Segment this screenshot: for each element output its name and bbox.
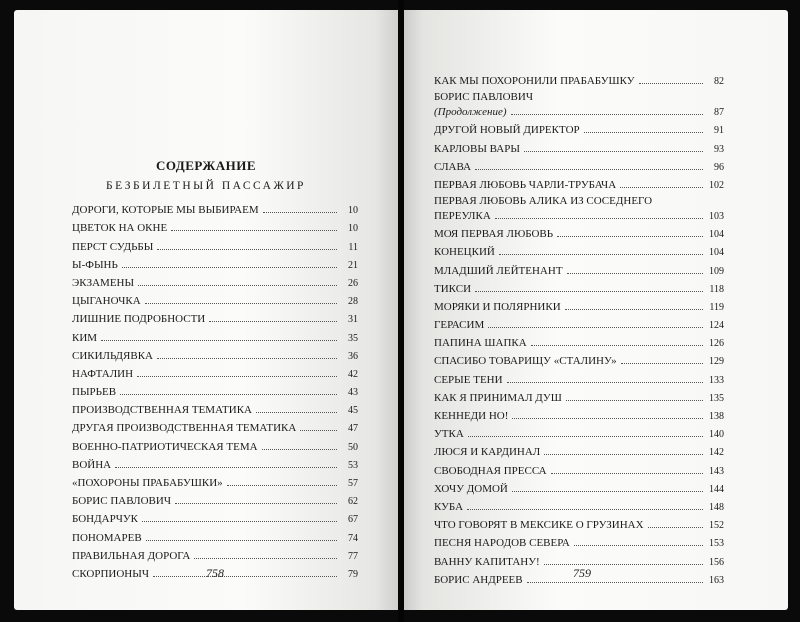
toc-entry-page: 67 [348, 514, 358, 526]
dot-leader [157, 248, 337, 250]
toc-entry [434, 70, 724, 88]
toc-entry [434, 91, 724, 119]
toc-entry [72, 363, 358, 381]
toc-entry-page: 129 [709, 356, 724, 368]
toc-entry [72, 526, 358, 544]
toc-entry [72, 381, 358, 399]
dot-leader [209, 320, 337, 322]
toc-entry-title: КАРЛОВЫ ВАРЫ [434, 142, 520, 155]
toc-entry-page: 47 [348, 423, 358, 435]
toc-entry-subtitle: (Продолжение) [434, 106, 507, 119]
toc-entry-title: КЕННЕДИ НО! [434, 410, 509, 422]
page-number-left: 758 [206, 566, 224, 580]
dot-leader [468, 435, 703, 437]
dot-leader [227, 484, 337, 486]
toc-entry [72, 326, 358, 344]
toc-entry-title: СИКИЛЬДЯВКА [72, 349, 153, 362]
toc-entry-page: 57 [348, 478, 358, 489]
toc-entry-page: 28 [348, 296, 358, 308]
toc-entry [434, 532, 724, 550]
toc-entry [434, 296, 724, 314]
toc-entry-title: МОЯ ПЕРВАЯ ЛЮБОВЬ [434, 228, 554, 241]
toc-entry-title: НАФТАЛИН [72, 367, 134, 380]
toc-entry [72, 545, 358, 563]
toc-entry [72, 290, 358, 308]
toc-entry-title: ВАННУ КАПИТАНУ! [434, 555, 540, 568]
toc-entry [72, 490, 358, 508]
toc-entry-page: 91 [714, 125, 724, 137]
toc-entry-title: КОНЕЦКИЙ [434, 246, 495, 259]
dot-leader [566, 399, 703, 401]
toc-entry-page: 10 [348, 205, 358, 217]
toc-entry-page: 104 [709, 247, 724, 259]
dot-leader [262, 448, 337, 450]
toc-entry-page: 102 [709, 179, 724, 191]
dot-leader [648, 526, 703, 528]
toc-entry [434, 387, 724, 405]
toc-entry-page: 45 [348, 405, 358, 417]
dot-leader [621, 362, 703, 364]
toc-entry [434, 314, 724, 332]
toc-entry [72, 454, 358, 472]
dot-leader [527, 581, 703, 583]
toc-entry-page: 43 [348, 387, 358, 399]
toc-entry-page: 140 [709, 429, 724, 441]
toc-entry-title: БОРИС АНДРЕЕВ [434, 573, 523, 586]
toc-entry [434, 278, 724, 296]
toc-entry [434, 119, 724, 137]
toc-entry-page: 35 [348, 332, 358, 344]
toc-entry-page: 153 [709, 538, 724, 550]
toc-entry-title: ЦВЕТОК НА ОКНЕ [72, 222, 168, 235]
toc-entry [72, 508, 358, 526]
toc-entry-page: 135 [709, 392, 724, 404]
toc-entry-title: ВОЙНА [72, 458, 112, 471]
dot-leader [488, 326, 703, 328]
dot-leader [567, 272, 703, 274]
toc-entry-title: ЦЫГАНОЧКА [72, 295, 141, 308]
toc-section-title: БЕЗБИЛЕТНЫЙ ПАССАЖИР [106, 180, 306, 192]
dot-leader [511, 113, 703, 115]
toc-entry-page: 77 [348, 550, 358, 562]
toc-entry [72, 345, 358, 363]
toc-entry-page: 124 [709, 320, 724, 332]
toc-entry-title: МОРЯКИ И ПОЛЯРНИКИ [434, 300, 561, 313]
dot-leader [194, 557, 337, 559]
toc-entry [434, 441, 724, 459]
toc-entry-title: КАК МЫ ПОХОРОНИЛИ ПРАБАБУШКУ [434, 75, 635, 88]
toc-entry-title: ПЕРВАЯ ЛЮБОВЬ АЛИКА ИЗ СОСЕДНЕГО [434, 194, 653, 207]
toc-entry-title: СЕРЫЕ ТЕНИ [434, 373, 503, 386]
toc-entry [434, 368, 724, 386]
toc-entry-title: ПЕСНЯ НАРОДОВ СЕВЕРА [434, 537, 570, 550]
dot-leader [120, 393, 337, 395]
toc-entry-title: КАК Я ПРИНИМАЛ ДУШ [434, 391, 562, 404]
toc-entry [434, 137, 724, 155]
toc-entry-page: 31 [348, 314, 358, 326]
toc-entry-title: ВОЕННО-ПАТРИОТИЧЕСКАЯ ТЕМА [72, 440, 258, 453]
toc-entry-title: ПЫРЬЕВ [72, 386, 117, 399]
toc-entry-page: 79 [348, 568, 358, 580]
toc-entry [434, 241, 724, 259]
toc-entry-page: 142 [709, 447, 724, 459]
dot-leader [544, 453, 703, 455]
dot-leader [146, 539, 337, 541]
toc-entry-page: 74 [348, 532, 358, 544]
toc-entry-page: 21 [348, 259, 358, 271]
toc-entry [72, 217, 358, 235]
toc-entry-title: ЛЮСЯ И КАРДИНАЛ [434, 446, 541, 459]
toc-entry-page: 53 [348, 459, 358, 471]
toc-entry-page: 96 [714, 161, 724, 173]
toc-entry [434, 423, 724, 441]
toc-entry-title: ПЕРСТ СУДЬБЫ [72, 240, 154, 253]
toc-entry-page: 42 [348, 368, 358, 380]
toc-entry-page: 143 [709, 465, 724, 477]
toc-entry [434, 332, 724, 350]
toc-entry-title: ДРУГАЯ ПРОИЗВОДСТВЕННАЯ ТЕМАТИКА [72, 422, 297, 435]
toc-entry [72, 435, 358, 453]
toc-entry-title: Ы-ФЫНЬ [72, 258, 118, 271]
toc-entry [434, 459, 724, 477]
toc-entry-page: 10 [348, 223, 358, 235]
toc-entry-page: 133 [709, 374, 724, 386]
toc-entry-page: 50 [348, 441, 358, 453]
dot-leader [137, 375, 337, 377]
toc-entry-page: 118 [709, 283, 724, 295]
toc-entry-page: 11 [348, 241, 358, 253]
toc-entry-title: БОНДАРЧУК [72, 513, 138, 526]
dot-leader [101, 339, 337, 341]
toc-heading: СОДЕРЖАНИЕ [155, 158, 257, 173]
dot-leader [499, 253, 703, 255]
toc-entry-title: ПРОИЗВОДСТВЕННАЯ ТЕМАТИКА [72, 404, 253, 417]
toc-entry [434, 496, 724, 514]
dot-leader [171, 229, 337, 231]
toc-entry [434, 156, 724, 174]
toc-entry-title: ЛИШНИЕ ПОДРОБНОСТИ [72, 313, 206, 326]
dot-leader [153, 575, 337, 577]
dot-leader [565, 308, 703, 310]
toc-entry-title: СПАСИБО ТОВАРИЩУ «СТАЛИНУ» [434, 355, 617, 368]
dot-leader [175, 502, 337, 504]
dot-leader [620, 186, 703, 188]
toc-entry-title: ХОЧУ ДОМОЙ [434, 482, 508, 495]
dot-leader [122, 266, 337, 268]
toc-entry-title: ПЕРВАЯ ЛЮБОВЬ ЧАРЛИ-ТРУБАЧА [434, 178, 617, 191]
dot-leader [300, 429, 337, 431]
toc-list-left [72, 199, 358, 581]
dot-leader [524, 150, 703, 152]
dot-leader [142, 520, 337, 522]
dot-leader [584, 131, 703, 133]
dot-leader [512, 417, 703, 419]
toc-entry-title: «ПОХОРОНЫ ПРАБАБУШКИ» [72, 477, 223, 489]
toc-entry-page: 103 [709, 210, 724, 222]
toc-entry-page: 144 [709, 483, 724, 495]
dot-leader [557, 235, 703, 237]
dot-leader [475, 290, 703, 292]
toc-entry [434, 478, 724, 496]
toc-entry-page: 104 [709, 229, 724, 241]
toc-entry [72, 472, 358, 490]
dot-leader [551, 472, 703, 474]
dot-leader [475, 168, 703, 170]
toc-entry-page: 148 [709, 501, 724, 513]
toc-entry-page: 163 [709, 574, 724, 586]
toc-entry-title: БОРИС ПАВЛОВИЧ [434, 91, 533, 104]
toc-entry [434, 195, 724, 223]
toc-entry [72, 254, 358, 272]
toc-entry-page: 26 [348, 277, 358, 289]
toc-entry [434, 174, 724, 192]
toc-entry-title: ЭКЗАМЕНЫ [72, 276, 135, 289]
toc-entry [72, 308, 358, 326]
toc-entry-page: 156 [709, 556, 724, 568]
toc-entry-subtitle: ПЕРЕУЛКА [434, 209, 491, 222]
dot-leader [263, 211, 337, 213]
toc-entry-title: ГЕРАСИМ [434, 319, 485, 332]
toc-entry-title: ДОРОГИ, КОТОРЫЕ МЫ ВЫБИРАЕМ [72, 204, 259, 217]
toc-entry-title: БОРИС ПАВЛОВИЧ [72, 495, 171, 508]
toc-entry-title: КИМ [72, 331, 98, 344]
dot-leader [115, 466, 337, 468]
dot-leader [531, 344, 703, 346]
toc-entry-title: СЛАВА [434, 160, 472, 173]
toc-list-right [434, 70, 724, 587]
toc-entry-title: ПОНОМАРЕВ [72, 531, 142, 544]
toc-entry-page: 152 [709, 520, 724, 532]
dot-leader [157, 357, 337, 359]
toc-entry [72, 399, 358, 417]
toc-entry-page: 126 [709, 338, 724, 350]
dot-leader [574, 544, 703, 546]
toc-entry-page: 36 [348, 350, 358, 362]
toc-entry-title: СКОРПИОНЫЧ [72, 567, 149, 580]
toc-entry-page: 87 [714, 107, 724, 119]
toc-entry-title: УТКА [434, 428, 464, 441]
toc-entry [434, 405, 724, 423]
dot-leader [507, 381, 703, 383]
dot-leader [512, 490, 703, 492]
dot-leader [145, 302, 337, 304]
toc-entry-title: ТИКСИ [434, 282, 472, 295]
toc-entry-title: ДРУГОЙ НОВЫЙ ДИРЕКТОР [434, 124, 580, 137]
toc-entry-page: 119 [709, 301, 724, 313]
toc-entry [434, 259, 724, 277]
dot-leader [495, 217, 703, 219]
dot-leader [544, 563, 703, 565]
toc-entry-title: ПРАВИЛЬНАЯ ДОРОГА [72, 549, 191, 562]
dot-leader [639, 82, 703, 84]
dot-leader [467, 508, 703, 510]
toc-entry [434, 514, 724, 532]
toc-entry [72, 272, 358, 290]
toc-entry-page: 109 [709, 265, 724, 277]
toc-entry-title: СВОБОДНАЯ ПРЕССА [434, 464, 547, 477]
toc-entry [72, 199, 358, 217]
toc-entry-title: ЧТО ГОВОРЯТ В МЕКСИКЕ О ГРУЗИНАХ [434, 519, 644, 532]
page-number-right: 759 [573, 566, 591, 580]
dot-leader [256, 411, 337, 413]
toc-entry-page: 93 [714, 143, 724, 155]
toc-entry [434, 223, 724, 241]
toc-entry-page: 138 [709, 411, 724, 422]
toc-entry-title: ПАПИНА ШАПКА [434, 337, 527, 350]
toc-entry-page: 62 [348, 496, 358, 508]
toc-entry [72, 417, 358, 435]
toc-entry [72, 235, 358, 253]
dot-leader [138, 284, 337, 286]
toc-entry-title: КУБА [434, 500, 464, 513]
toc-entry-page: 82 [714, 76, 724, 88]
toc-entry [434, 350, 724, 368]
toc-entry-title: МЛАДШИЙ ЛЕЙТЕНАНТ [434, 264, 563, 277]
